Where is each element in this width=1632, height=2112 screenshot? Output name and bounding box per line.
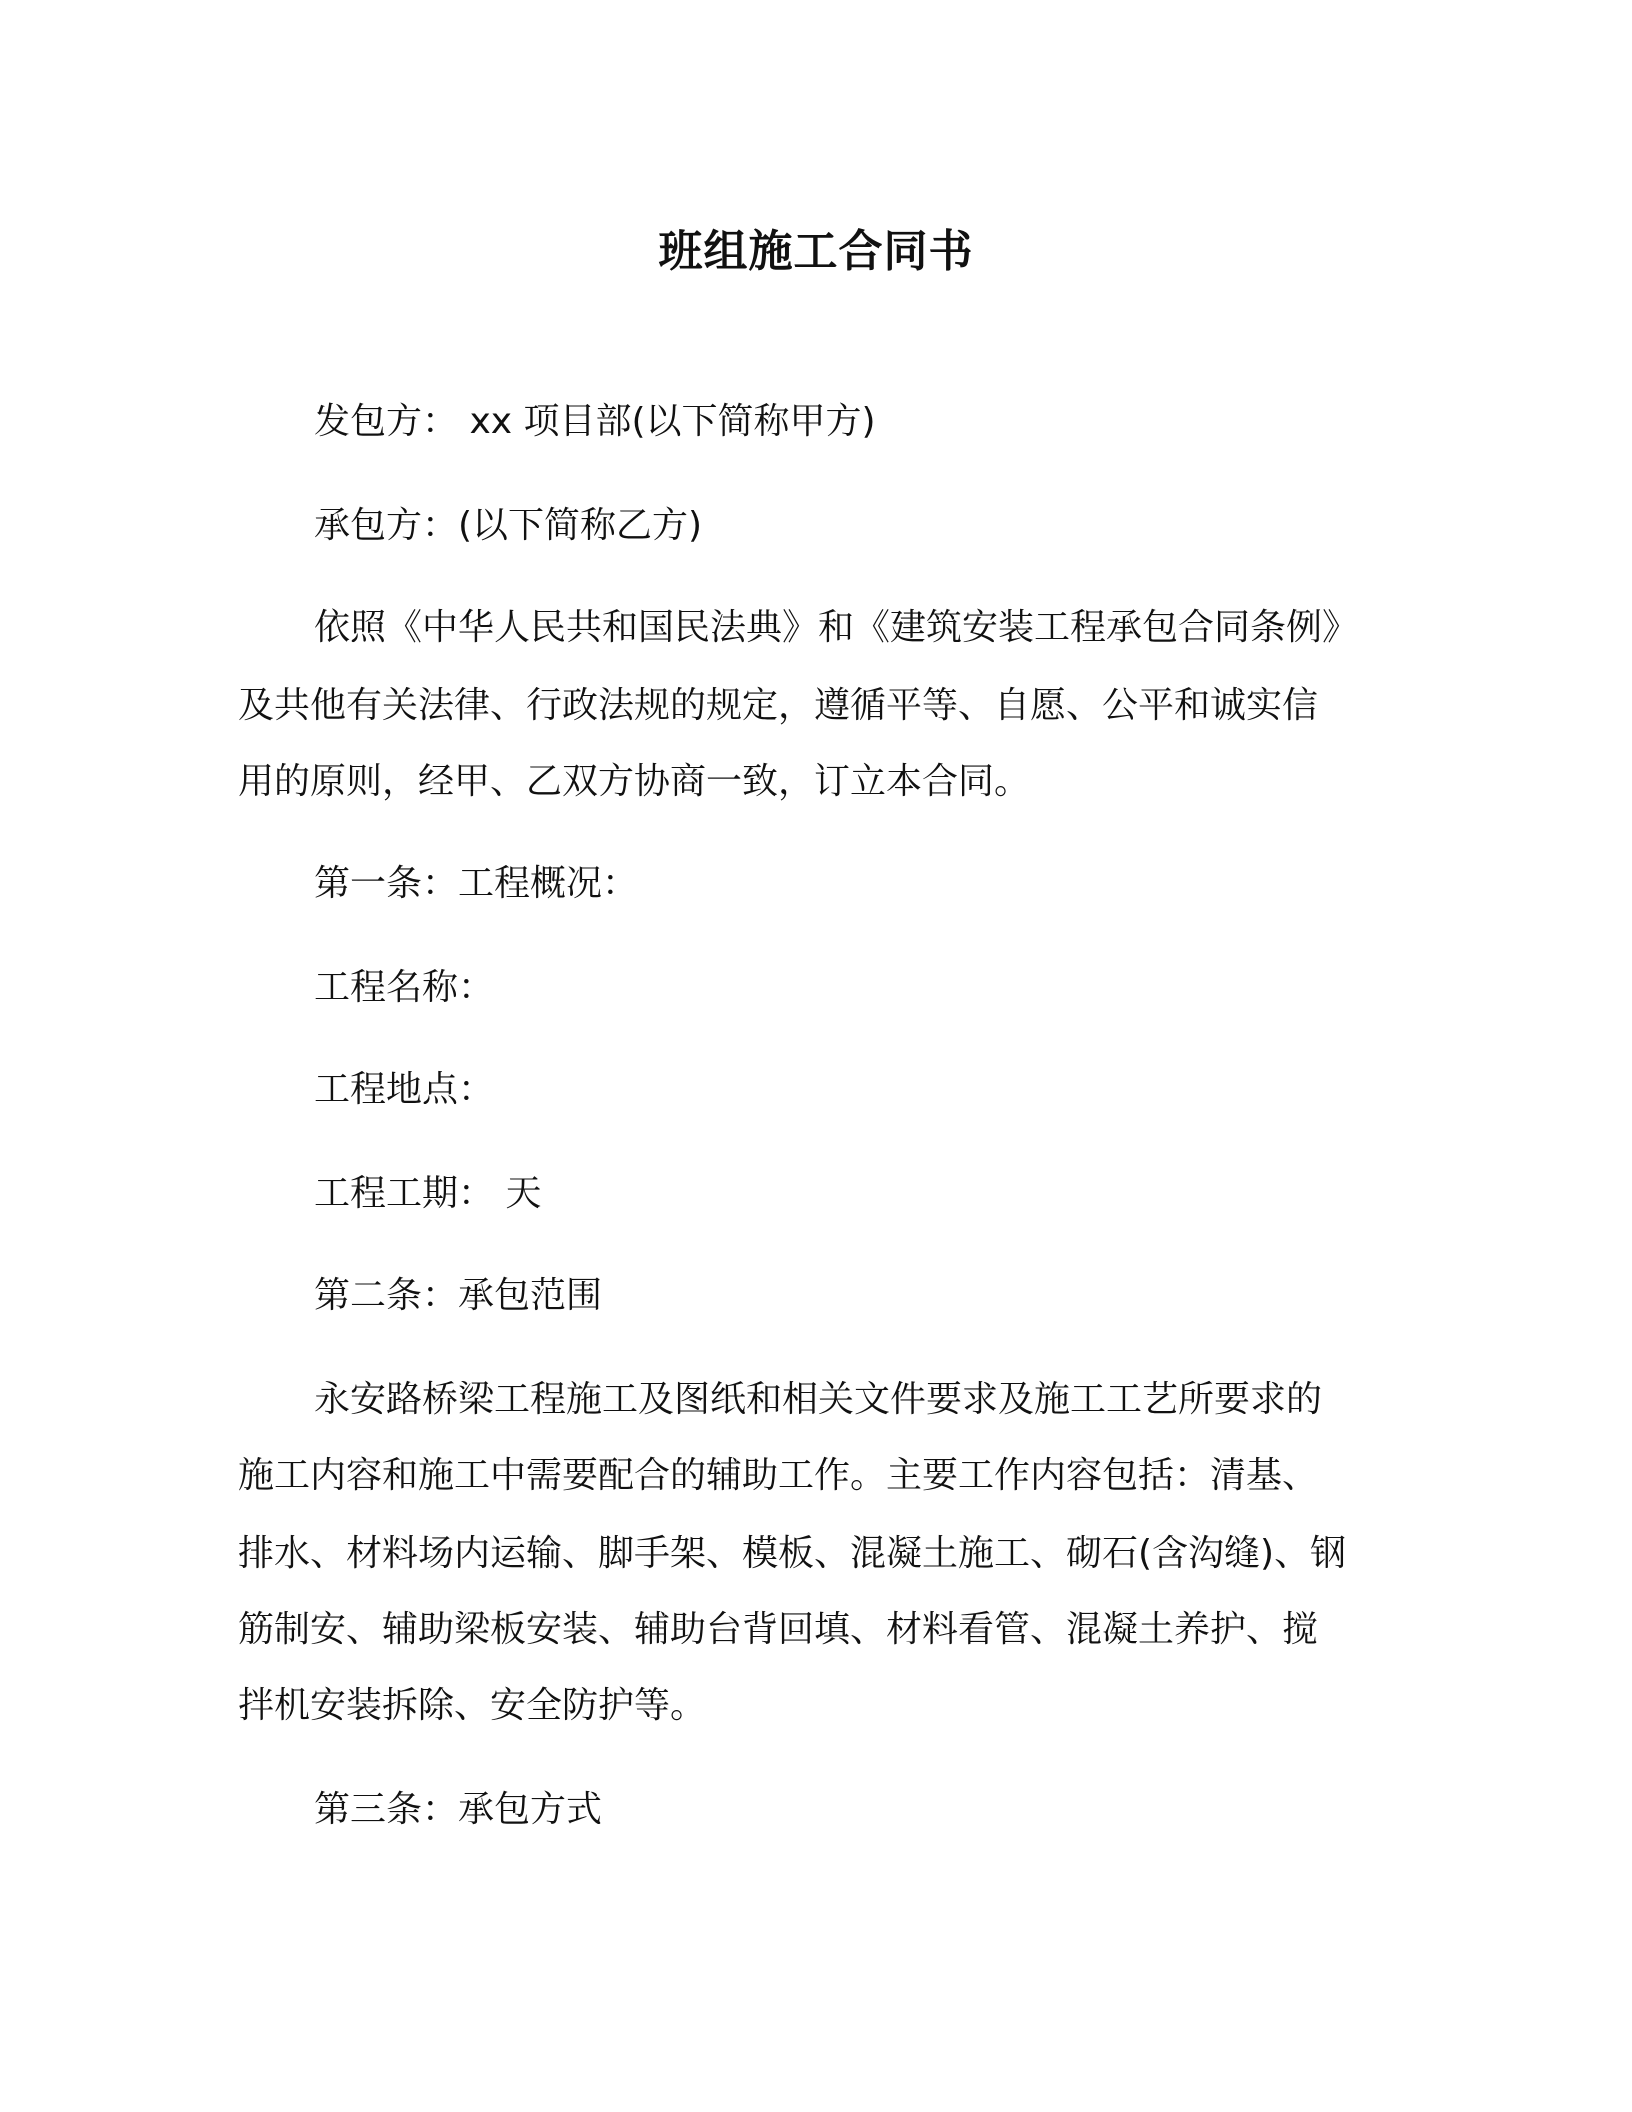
project-duration-line: 工程工期： 天 xyxy=(314,1173,542,1214)
preamble-line-1: 依照《中华人民共和国民法典》和《建筑安装工程承包合同条例》 xyxy=(314,607,1359,648)
document-title: 班组施工合同书 xyxy=(658,226,974,277)
scope-line-3: 排水、材料场内运输、脚手架、模板、混凝土施工、砌石(含沟缝)、钢 xyxy=(238,1533,1347,1574)
party-a-line: 发包方： xx 项目部(以下简称甲方) xyxy=(314,401,876,442)
scope-line-1: 永安路桥梁工程施工及图纸和相关文件要求及施工工艺所要求的 xyxy=(314,1379,1323,1420)
article-3-heading: 第三条：承包方式 xyxy=(314,1789,603,1830)
scope-line-5: 拌机安装拆除、安全防护等。 xyxy=(238,1685,707,1726)
scope-line-2: 施工内容和施工中需要配合的辅助工作。主要工作内容包括：清基、 xyxy=(238,1455,1319,1496)
article-2-heading: 第二条：承包范围 xyxy=(314,1275,603,1316)
preamble-line-2: 及共他有关法律、行政法规的规定，遵循平等、自愿、公平和诚实信 xyxy=(238,685,1319,726)
party-b-line: 承包方：(以下简称乙方) xyxy=(314,505,703,546)
scope-line-4: 筋制安、辅助梁板安装、辅助台背回填、材料看管、混凝土养护、搅 xyxy=(238,1609,1319,1650)
project-name-line: 工程名称： xyxy=(314,967,495,1008)
project-location-line: 工程地点： xyxy=(314,1069,495,1110)
article-1-heading: 第一条：工程概况： xyxy=(314,863,639,904)
preamble-line-3: 用的原则，经甲、乙双方协商一致，订立本合同。 xyxy=(238,761,1031,802)
